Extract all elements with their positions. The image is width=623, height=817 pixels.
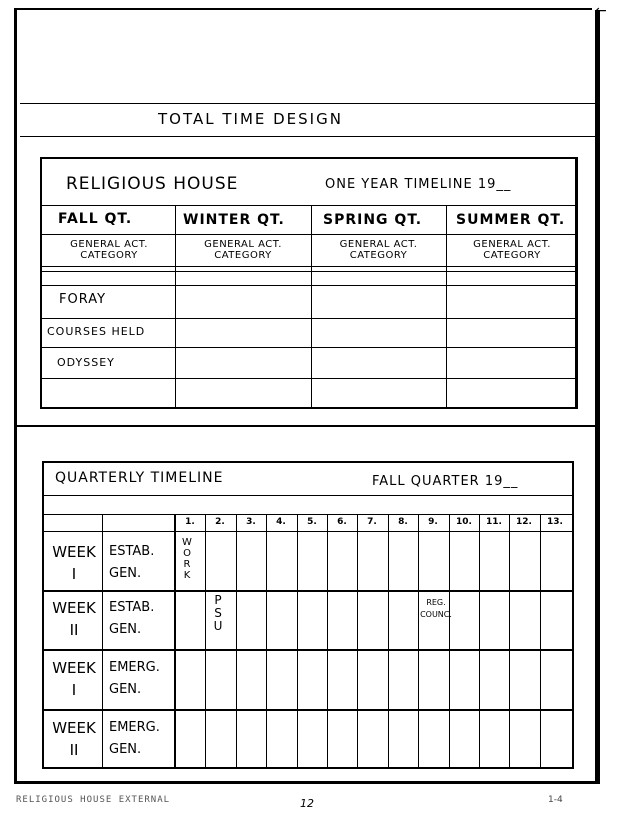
day-number: 4. (276, 517, 286, 527)
annual-title: RELIGIOUS HOUSE (66, 174, 239, 194)
annual-row-rule-4 (42, 378, 575, 379)
day-number: 6. (337, 517, 347, 527)
title-rule-bottom (20, 136, 595, 137)
day-col-divider (327, 514, 328, 769)
note-rec-council: REG. COUNC. (420, 598, 452, 619)
annual-category-rule (42, 266, 575, 267)
category-header-spring: GENERAL ACT. CATEGORY (339, 239, 418, 261)
annual-timeline-table (40, 157, 578, 409)
week-row-2-label: WEEK II (52, 599, 96, 639)
corner-arrow: ← (595, 3, 607, 19)
day-col-divider (266, 514, 267, 769)
day-number: 1. (185, 517, 195, 527)
day-col-divider (236, 514, 237, 769)
week-row-1-label: WEEK I (52, 543, 96, 583)
day-number: 10. (456, 517, 472, 527)
week-row-3-label: WEEK I (52, 659, 96, 699)
quarterly-day-rule (44, 531, 572, 532)
section-divider (17, 425, 597, 427)
annual-header-rule (42, 205, 575, 206)
quarter-fall: FALL QT. (58, 211, 133, 227)
day-number: 8. (398, 517, 408, 527)
quarter-summer: SUMMER QT. (456, 212, 566, 228)
week-row-4-type: EMERG. GEN. (109, 720, 160, 757)
day-col-divider (509, 514, 510, 769)
week-row-2-type: ESTAB. GEN. (109, 600, 155, 637)
annual-row-rule-2 (42, 318, 575, 319)
day-number: 2. (215, 517, 225, 527)
day-col-divider (357, 514, 358, 769)
form-title: TOTAL TIME DESIGN (158, 110, 343, 128)
quarterly-week-rule-3 (44, 709, 572, 711)
quarterly-quarter-label: FALL QUARTER 19__ (372, 474, 519, 489)
row-label-odyssey: ODYSSEY (57, 356, 115, 369)
quarterly-title-rule (44, 495, 572, 496)
annual-timeline-label: ONE YEAR TIMELINE 19__ (325, 177, 512, 192)
day-col-divider (449, 514, 450, 769)
annual-category-rule-2 (42, 271, 575, 272)
note-psu: P S U (213, 593, 223, 633)
quarterly-week-rule-1 (44, 590, 572, 592)
day-col-divider (540, 514, 541, 769)
row-label-courses-held: COURSES HELD (47, 325, 146, 338)
title-rule-top (20, 103, 595, 104)
week-row-3-type: EMERG. GEN. (109, 660, 160, 697)
quarterly-week-rule-2 (44, 649, 572, 651)
annual-row-rule-3 (42, 347, 575, 348)
footer-page-number: 12 (300, 797, 314, 810)
day-number: 13. (547, 517, 563, 527)
annual-quarter-rule (42, 234, 575, 235)
quarter-winter: WINTER QT. (183, 212, 285, 228)
quarterly-title: QUARTERLY TIMELINE (55, 470, 224, 486)
quarter-spring: SPRING QT. (323, 212, 423, 228)
category-header-summer: GENERAL ACT. CATEGORY (473, 239, 551, 261)
day-col-divider (175, 514, 176, 769)
day-col-divider (418, 514, 419, 769)
day-number: 11. (486, 517, 502, 527)
day-col-divider (297, 514, 298, 769)
annual-col-divider-3 (446, 205, 447, 409)
row-label-foray: FORAY (59, 292, 107, 307)
footer-section-code: 1-4 (548, 795, 563, 805)
day-col-divider (388, 514, 389, 769)
week-row-1-type: ESTAB. GEN. (109, 544, 155, 581)
quarterly-timeline-table (42, 461, 574, 769)
category-header-winter: GENERAL ACT. CATEGORY (204, 239, 282, 261)
annual-row-rule-1 (42, 285, 575, 286)
footer-document-name: RELIGIOUS HOUSE EXTERNAL (16, 795, 171, 805)
day-number: 7. (367, 517, 377, 527)
quarterly-spacer-rule (44, 514, 572, 515)
note-work: W O R K (182, 537, 192, 581)
annual-col-divider-1 (175, 205, 176, 409)
category-header-fall: GENERAL ACT. CATEGORY (70, 239, 148, 261)
day-number: 3. (246, 517, 256, 527)
day-number: 9. (428, 517, 438, 527)
week-row-4-label: WEEK II (52, 719, 96, 759)
day-number: 12. (516, 517, 532, 527)
day-col-divider (479, 514, 480, 769)
day-col-divider (205, 514, 206, 769)
day-number: 5. (307, 517, 317, 527)
annual-col-divider-2 (311, 205, 312, 409)
